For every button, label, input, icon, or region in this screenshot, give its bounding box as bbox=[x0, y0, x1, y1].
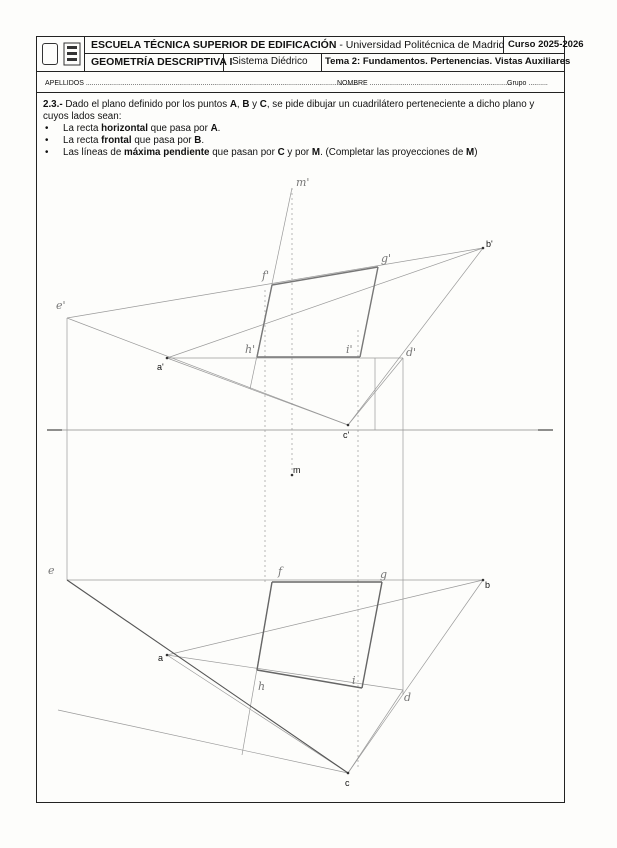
hand-label-m-prime: m' bbox=[296, 176, 310, 189]
quadrilateral-horizontal bbox=[257, 582, 382, 688]
hand-label-d: d bbox=[404, 691, 412, 704]
label-c-prime: c' bbox=[343, 430, 350, 440]
school-name: ESCUELA TÉCNICA SUPERIOR DE EDIFICACIÓN - Universidad Politécnica de Madrid bbox=[85, 37, 504, 54]
group-field: Grupo .......... bbox=[507, 80, 548, 87]
statement-intro: 2.3.- Dado el plano definido por los puntos A, B y C, se pide dibujar un cuadrilátero perteneciente a dicho plano y cuyos lados sean: bbox=[43, 99, 535, 122]
horizontal-projection-construction bbox=[58, 580, 483, 773]
max-slope-line-c bbox=[67, 580, 348, 773]
hand-label-h: h bbox=[258, 680, 266, 693]
system-name: Sistema Diédrico bbox=[224, 54, 322, 71]
list-item: • La recta frontal que pasa por B. bbox=[43, 135, 558, 147]
hand-label-f: f bbox=[278, 565, 283, 578]
hand-label-e-prime: e' bbox=[56, 299, 66, 312]
hand-label-f-prime: f' bbox=[262, 269, 270, 282]
label-m: m bbox=[293, 465, 301, 475]
name-field: NOMBRE ......................................................................... bbox=[337, 80, 512, 87]
quadrilateral-vertical bbox=[257, 267, 378, 357]
vertical-projection-construction bbox=[67, 188, 483, 770]
hand-label-d-prime: d' bbox=[406, 346, 417, 359]
hand-label-h-prime: h' bbox=[245, 343, 256, 356]
label-b: b bbox=[485, 580, 491, 590]
surnames-field: APELLIDOS ............................................................................................................................................ bbox=[45, 80, 359, 87]
label-a: a bbox=[158, 653, 164, 663]
label-c: c bbox=[345, 778, 350, 788]
label-b-prime: b' bbox=[486, 239, 493, 249]
label-a-prime: a' bbox=[157, 362, 164, 372]
subject-name: GEOMETRÍA DESCRIPTIVA I bbox=[85, 54, 224, 71]
list-item: • Las líneas de máxima pendiente que pasan por C y por M. (Completar las proyecciones de M) bbox=[43, 147, 558, 159]
hand-label-i-prime: i' bbox=[346, 343, 353, 356]
hand-label-g-prime: g' bbox=[381, 252, 392, 265]
hand-label-e: e bbox=[48, 564, 55, 577]
hand-label-g: g bbox=[380, 568, 388, 581]
hand-label-i: i bbox=[352, 674, 356, 687]
points bbox=[166, 247, 485, 775]
course-year: Curso 2025-2026 bbox=[504, 37, 564, 54]
topic-title: Tema 2: Fundamentos. Pertenencias. Vistas Auxiliares bbox=[325, 56, 571, 67]
list-item: • La recta horizontal que pasa por A. bbox=[43, 123, 558, 135]
